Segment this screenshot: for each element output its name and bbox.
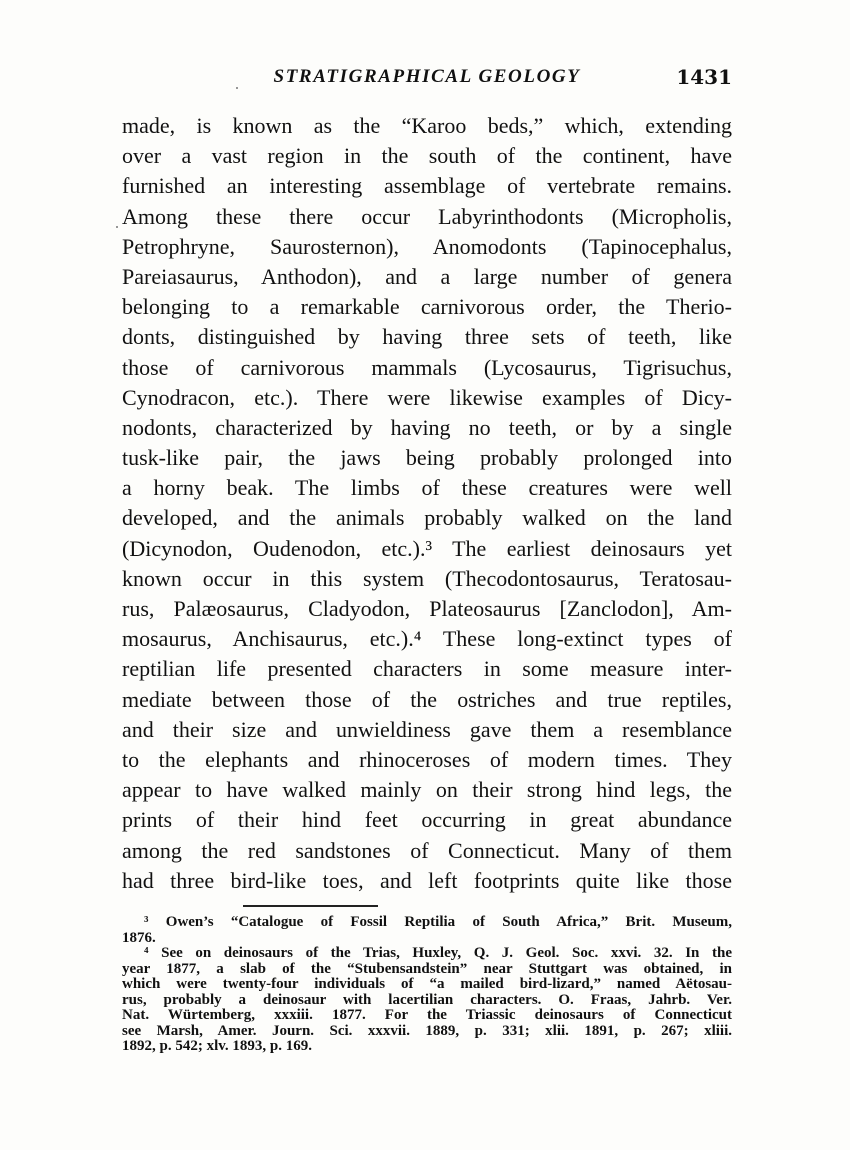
footnote-line: rus, probably a deinosaur with lacertilian characters. O. Fraas, Jahrb. Ver. xyxy=(122,992,732,1008)
body-line: made, is known as the “Karoo beds,” which, extending xyxy=(122,113,732,138)
body-line: rus, Palæosaurus, Cladyodon, Plateosaurus [Zanclodon], Am- xyxy=(122,596,732,621)
body-line: prints of their hind feet occurring in great abundance xyxy=(122,807,732,833)
page-header xyxy=(122,66,732,96)
footnote-line: Nat. Würtemberg, xxxiii. 1877. For the Triassic deinosaurs of Connecticut xyxy=(122,1008,732,1023)
body-line: appear to have walked mainly on their strong hind legs, the xyxy=(122,777,732,803)
body-line: and their size and unwieldiness gave them a resemblance xyxy=(122,716,732,742)
running-title: STRATIGRAPHICAL GEOLOGY xyxy=(273,66,581,87)
body-line: (Dicynodon, Oudenodon, etc.).³ The earliest deinosaurs yet xyxy=(122,535,732,561)
body-line: to the elephants and rhinoceroses of modern times. They xyxy=(122,746,732,772)
body-text xyxy=(122,111,732,896)
footnote-rule xyxy=(243,905,378,907)
print-speck xyxy=(116,226,118,228)
body-line: Petrophryne, Saurosternon), Anomodonts (Tapinocephalus, xyxy=(122,233,732,259)
body-line: Cynodracon, etc.). There were likewise examples of Dicy- xyxy=(122,384,732,410)
body-line: nodonts, characterized by having no teeth, or by a single xyxy=(122,414,732,440)
body-line: Pareiasaurus, Anthodon), and a large number of genera xyxy=(122,263,732,289)
footnote-line: year 1877, a slab of the “Stubensandstein” near Stuttgart was obtained, in xyxy=(122,961,732,977)
footnote-line: see Marsh, Amer. Journ. Sci. xxxvii. 1889, p. 331; xlii. 1891, p. 267; xliii. xyxy=(122,1023,732,1039)
body-line: tusk-like pair, the jaws being probably prolonged into xyxy=(122,445,732,471)
body-line: among the red sandstones of Connecticut. Many of them xyxy=(122,837,732,863)
footnote-3 xyxy=(122,915,732,946)
body-line: belonging to a remarkable carnivorous order, the Therio- xyxy=(122,294,732,320)
body-line: those of carnivorous mammals (Lycosaurus, Tigrisuchus, xyxy=(122,354,732,380)
body-line: had three bird-like toes, and left footprints quite like those xyxy=(122,867,732,893)
footnote-4 xyxy=(122,946,732,1055)
body-line: over a vast region in the south of the continent, have xyxy=(122,143,732,169)
footnote-line: ⁴ See on deinosaurs of the Trias, Huxley, Q. J. Geol. Soc. xxvi. 32. In the xyxy=(144,946,732,961)
body-line: mediate between those of the ostriches and true reptiles, xyxy=(122,686,732,712)
body-line: donts, distinguished by having three sets of teeth, like xyxy=(122,324,732,350)
body-line: furnished an interesting assemblage of vertebrate remains. xyxy=(122,173,732,199)
body-line: known occur in this system (Thecodontosaurus, Teratosau- xyxy=(122,565,732,591)
footnotes xyxy=(122,915,732,1055)
body-line: mosaurus, Anchisaurus, etc.).⁴ These long-extinct types of xyxy=(122,626,732,652)
body-line: a horny beak. The limbs of these creatures were well xyxy=(122,475,732,501)
footnote-line: 1892, p. 542; xlv. 1893, p. 169. xyxy=(122,1039,313,1054)
print-speck xyxy=(236,87,238,89)
footnote-line: 1876. xyxy=(122,930,156,946)
body-line: developed, and the animals probably walked on the land xyxy=(122,505,732,531)
page-number: 1431 xyxy=(676,65,732,89)
body-line: Among these there occur Labyrinthodonts (Micropholis, xyxy=(122,203,732,229)
footnote-line: ³ Owen’s “Catalogue of Fossil Reptilia of South Africa,” Brit. Museum, xyxy=(144,915,732,930)
footnote-line: which were twenty-four individuals of “a mailed bird-lizard,” named Aëtosau- xyxy=(122,977,732,992)
body-line: reptilian life presented characters in some measure inter- xyxy=(122,656,732,682)
